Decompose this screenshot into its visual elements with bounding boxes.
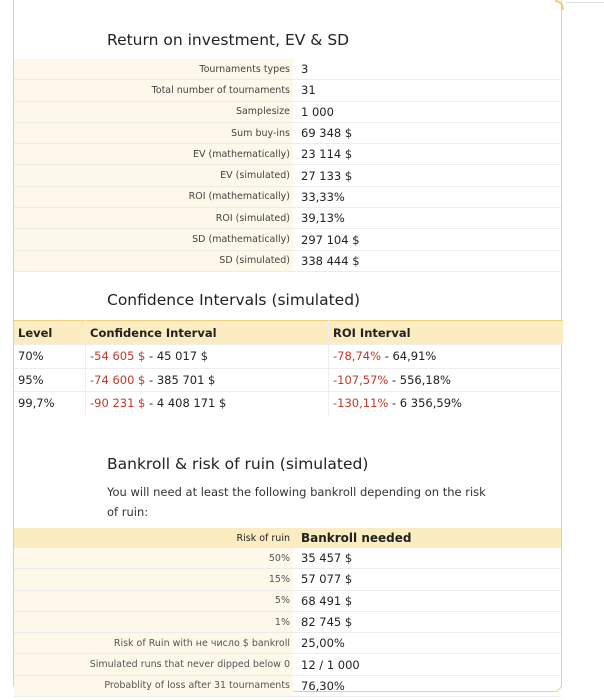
- roi-separator: -: [388, 396, 400, 411]
- roi-row-value: 39,13%: [293, 208, 561, 229]
- roi-row-label: ROI (mathematically): [14, 186, 293, 207]
- bankroll-needed-header: Bankroll needed: [293, 528, 561, 548]
- confidence-table: [14, 320, 563, 415]
- roi-row: [14, 122, 561, 143]
- confidence-level: 70%: [14, 345, 86, 369]
- roi-row: [14, 229, 561, 250]
- roi-low-value: -78,74%: [333, 349, 381, 364]
- roi-row-label: EV (mathematically): [14, 144, 293, 165]
- roi-row-value: 27 133 $: [293, 165, 561, 186]
- roi-row: [14, 250, 561, 271]
- roi-row-label: Total number of tournaments: [14, 80, 293, 101]
- roi-row: [14, 186, 561, 207]
- confidence-row: [14, 345, 563, 369]
- ci-column-header: Confidence Interval: [86, 321, 329, 345]
- ci-low-value: -54 605 $: [90, 349, 146, 364]
- roi-high-value: 6 356,59%: [399, 396, 462, 411]
- ci-separator: -: [145, 349, 157, 364]
- bankroll-row: [14, 611, 561, 632]
- roi-row-value: 3: [293, 59, 561, 80]
- confidence-interval: [86, 392, 329, 415]
- roi-high-value: 64,91%: [392, 349, 437, 364]
- confidence-level: 95%: [14, 368, 86, 392]
- bankroll-row-value: 12 / 1 000: [293, 654, 561, 675]
- bankroll-row-value: 57 077 $: [293, 569, 561, 590]
- roi-interval: [329, 368, 564, 392]
- roi-table: [14, 59, 561, 272]
- bankroll-row-value: 82 745 $: [293, 611, 561, 632]
- roi-row-value: 23 114 $: [293, 144, 561, 165]
- ci-separator: -: [145, 372, 157, 387]
- roi-separator: -: [381, 349, 393, 364]
- bankroll-row-value: 35 457 $: [293, 548, 561, 569]
- confidence-row: [14, 368, 563, 392]
- bankroll-row-value: 68 491 $: [293, 590, 561, 611]
- roi-row: [14, 208, 561, 229]
- bankroll-row: [14, 633, 561, 654]
- roi-section-title: Return on investment, EV & SD: [107, 31, 350, 49]
- bankroll-row: [14, 548, 561, 569]
- bankroll-row-label: 50%: [14, 548, 293, 569]
- roi-separator: -: [388, 372, 400, 387]
- bankroll-row-label: Probablity of loss after 31 tournaments: [14, 675, 293, 696]
- roi-row-value: 297 104 $: [293, 229, 561, 250]
- risk-of-ruin-header: Risk of ruin: [14, 528, 293, 548]
- confidence-level: 99,7%: [14, 392, 86, 415]
- bankroll-row-label: 1%: [14, 611, 293, 632]
- roi-low-value: -130,11%: [333, 396, 389, 411]
- roi-row: [14, 101, 561, 122]
- ci-high-value: 45 017 $: [156, 349, 209, 364]
- roi-row-label: SD (mathematically): [14, 229, 293, 250]
- roi-interval: [329, 345, 564, 369]
- roi-low-value: -107,57%: [333, 372, 389, 387]
- roi-row-label: EV (simulated): [14, 165, 293, 186]
- roi-row: [14, 165, 561, 186]
- top-divider-line: [566, 2, 604, 3]
- bankroll-row-label: Simulated runs that never dipped below 0: [14, 654, 293, 675]
- bankroll-row-label: Risk of Ruin with не число $ bankroll: [14, 633, 293, 654]
- roi-row-label: Tournaments types: [14, 59, 293, 80]
- roi-row-label: Samplesize: [14, 101, 293, 122]
- bankroll-header-row: [14, 528, 561, 548]
- roi-row-value: 31: [293, 80, 561, 101]
- bankroll-row-value: 76,30%: [293, 675, 561, 696]
- ci-separator: -: [145, 396, 157, 411]
- roi-row-value: 33,33%: [293, 186, 561, 207]
- panel-corner: [555, 0, 564, 10]
- bankroll-row-label: 5%: [14, 590, 293, 611]
- roi-interval-column-header: ROI Interval: [329, 321, 564, 345]
- bankroll-row: [14, 569, 561, 590]
- roi-row-value: 1 000: [293, 101, 561, 122]
- roi-interval: [329, 392, 564, 415]
- bankroll-row: [14, 590, 561, 611]
- ci-high-value: 4 408 171 $: [156, 396, 227, 411]
- confidence-interval: [86, 345, 329, 369]
- roi-row-label: ROI (simulated): [14, 208, 293, 229]
- confidence-section-title: Confidence Intervals (simulated): [107, 291, 361, 309]
- ci-low-value: -90 231 $: [90, 396, 146, 411]
- bankroll-row: [14, 675, 561, 696]
- bankroll-table: [14, 528, 561, 697]
- bankroll-row-label: 15%: [14, 569, 293, 590]
- roi-row-value: 338 444 $: [293, 250, 561, 271]
- bankroll-note: You will need at least the following bankroll depending on the risk of ruin:: [107, 485, 486, 519]
- confidence-row: [14, 392, 563, 415]
- roi-row: [14, 144, 561, 165]
- roi-row: [14, 59, 561, 80]
- bankroll-row: [14, 654, 561, 675]
- roi-high-value: 556,18%: [399, 372, 451, 387]
- ci-high-value: 385 701 $: [156, 372, 216, 387]
- confidence-header-row: [14, 321, 563, 345]
- bankroll-section-title: Bankroll & risk of ruin (simulated): [107, 455, 369, 473]
- bankroll-row-value: 25,00%: [293, 633, 561, 654]
- confidence-interval: [86, 368, 329, 392]
- level-column-header: Level: [14, 321, 86, 345]
- roi-row-value: 69 348 $: [293, 122, 561, 143]
- roi-row-label: SD (simulated): [14, 250, 293, 271]
- ci-low-value: -74 600 $: [90, 372, 146, 387]
- roi-row-label: Sum buy-ins: [14, 122, 293, 143]
- roi-row: [14, 80, 561, 101]
